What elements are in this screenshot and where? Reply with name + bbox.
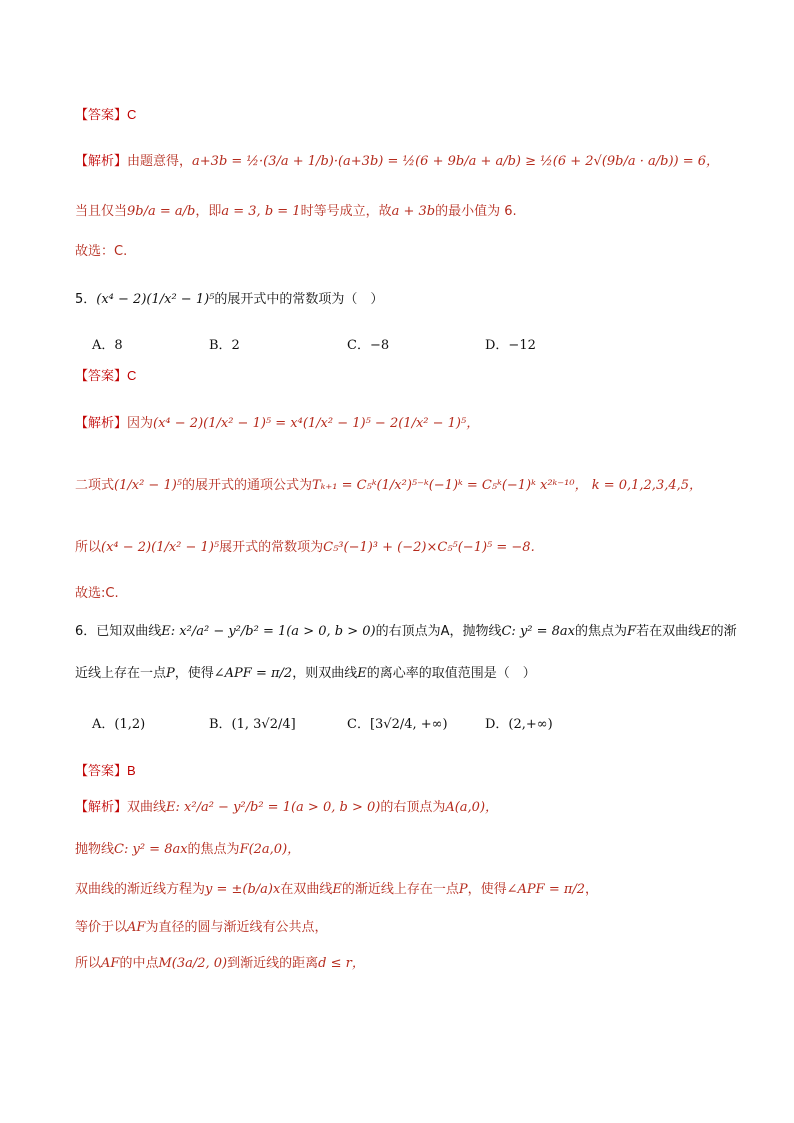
- analysis-text: 双曲线: [127, 800, 167, 815]
- q6-answer-line: [75, 760, 136, 779]
- analysis-formula: Tₖ₊₁ = C₅ᵏ(1/x²)⁵⁻ᵏ(−1)ᵏ = C₅ᵏ(−1)ᵏ x²ᵏ⁻¹⁰， k = 0,1,2,3,4,5，: [312, 478, 703, 493]
- analysis-text: 当且仅当: [75, 204, 128, 219]
- q5-analysis-line2: [75, 474, 702, 493]
- q6-analysis-line1: [75, 796, 498, 815]
- question-formula: F: [627, 624, 637, 639]
- analysis-text: 二项式: [75, 478, 115, 493]
- q5-analysis-line3: [75, 536, 535, 555]
- analysis-formula: E: [332, 882, 342, 897]
- question-number: 6．: [75, 624, 97, 639]
- analysis-formula: (x⁴ − 2)(1/x² − 1)⁵: [101, 540, 220, 555]
- analysis-tag: 【解析】: [75, 153, 128, 168]
- question-formula: P: [166, 666, 175, 681]
- analysis-text: 双曲线的渐近线方程为: [75, 882, 206, 897]
- analysis-formula: P: [458, 882, 468, 897]
- analysis-text: 由题意得，: [127, 154, 193, 169]
- analysis-text: 时等号成立，故: [300, 204, 392, 219]
- q5-stem: [75, 288, 383, 307]
- q5-option-d: D．−12: [485, 338, 536, 353]
- analysis-tag: 【解析】: [75, 415, 128, 430]
- question-stem: 的渐: [710, 624, 737, 639]
- question-formula: E: [701, 624, 711, 639]
- analysis-text: 的焦点为: [187, 842, 240, 857]
- question-stem: 已知双曲线: [96, 624, 162, 639]
- analysis-formula: 9b/a = a/b: [127, 204, 196, 219]
- question-stem: 的展开式中的常数项为（ ）: [214, 292, 384, 307]
- analysis-formula: C₅³(−1)³ + (−2)×C₅⁵(−1)⁵ = −8.: [323, 540, 535, 555]
- analysis-formula: a + 3b: [391, 204, 436, 219]
- analysis-text: ，即: [195, 204, 222, 219]
- q4-answer-line: [75, 104, 136, 123]
- q5-analysis-line1: [75, 412, 479, 431]
- question-stem: 的离心率的取值范围是（ ）: [366, 666, 536, 681]
- q6-stem-line1: [75, 620, 737, 639]
- q6-analysis-line4: [75, 916, 327, 935]
- q6-analysis-line3: [75, 878, 598, 897]
- analysis-formula: a = 3, b = 1: [221, 204, 301, 219]
- conclusion-text: 故选:C.: [75, 586, 119, 601]
- question-formula: C: y² = 8ax: [501, 624, 576, 639]
- question-stem: 若在双曲线: [636, 624, 702, 639]
- q6-analysis-line5: [75, 952, 365, 971]
- analysis-formula: (x⁴ − 2)(1/x² − 1)⁵ = x⁴(1/x² − 1)⁵ − 2(1/x² − 1)⁵，: [153, 416, 480, 431]
- analysis-text: 的渐近线上存在一点: [341, 882, 459, 897]
- analysis-text: 的右顶点为: [380, 800, 446, 815]
- question-formula: (x⁴ − 2)(1/x² − 1)⁵: [96, 292, 215, 307]
- analysis-formula: AF: [127, 920, 146, 935]
- question-stem: 的右顶点为A，抛物线: [375, 624, 502, 639]
- answer-letter: C: [127, 368, 137, 383]
- q5-option-a: A．8: [92, 338, 123, 353]
- analysis-text: 展开式的常数项为: [219, 540, 324, 555]
- q6-option-b: B．(1, 3√2/4]: [209, 717, 296, 732]
- analysis-tag: 【解析】: [75, 799, 128, 814]
- question-number: 5．: [75, 292, 97, 307]
- answer-tag: 【答案】: [75, 763, 128, 778]
- analysis-formula: F(2a,0)，: [239, 842, 301, 857]
- analysis-formula: d ≤ r，: [318, 956, 365, 971]
- analysis-text: 抛物线: [75, 842, 115, 857]
- q6-option-c: C．[3√2/4, +∞): [347, 717, 448, 732]
- q5-option-b: B．2: [209, 338, 240, 353]
- analysis-formula: A(a,0)，: [445, 800, 499, 815]
- analysis-text: 的展开式的通项公式为: [182, 478, 313, 493]
- analysis-formula: a+3b = ½·(3/a + 1/b)·(a+3b) = ½(6 + 9b/a + a/b) ≥ ½(6 + 2√(9b/a · a/b)) = 6，: [192, 154, 720, 169]
- q6-stem-line2: [75, 662, 536, 681]
- analysis-formula: E: x²/a² − y²/b² = 1(a > 0, b > 0): [166, 800, 381, 815]
- question-stem: 的焦点为: [575, 624, 628, 639]
- answer-tag: 【答案】: [75, 368, 128, 383]
- analysis-text: 所以: [75, 540, 102, 555]
- question-stem: 近线上存在一点: [75, 666, 167, 681]
- q5-answer-line: [75, 365, 136, 384]
- analysis-formula: M(3a/2, 0): [158, 956, 228, 971]
- question-stem: ，则双曲线: [292, 666, 358, 681]
- analysis-text: 为直径的圆与渐近线有公共点，: [145, 920, 328, 935]
- q6-option-a: A．(1,2): [92, 717, 146, 732]
- answer-letter: B: [127, 763, 136, 778]
- analysis-text: 因为: [127, 416, 154, 431]
- q6-option-d: D．(2,+∞): [485, 717, 553, 732]
- q6-analysis-line2: [75, 838, 300, 857]
- analysis-text: 的中点: [119, 956, 159, 971]
- analysis-text: ，使得: [467, 882, 507, 897]
- q4-analysis-line2: [75, 200, 517, 219]
- q4-analysis-line1: [75, 150, 719, 169]
- analysis-text: 到渐近线的距离: [227, 956, 319, 971]
- analysis-text: 所以: [75, 956, 102, 971]
- analysis-text: 等价于以: [75, 920, 128, 935]
- q5-conclusion: [75, 582, 119, 601]
- analysis-formula: ∠APF = π/2: [506, 882, 586, 897]
- conclusion-text: 故选：C.: [75, 244, 128, 259]
- analysis-text: 的最小值为 6.: [435, 204, 517, 219]
- question-formula: ∠APF = π/2: [213, 666, 293, 681]
- analysis-formula: (1/x² − 1)⁵: [114, 478, 182, 493]
- question-stem: ，使得: [174, 666, 214, 681]
- analysis-text: 在双曲线: [280, 882, 333, 897]
- analysis-formula: C: y² = 8ax: [114, 842, 188, 857]
- answer-letter: C: [127, 107, 137, 122]
- question-formula: E: x²/a² − y²/b² = 1(a > 0, b > 0): [161, 624, 376, 639]
- q5-option-c: C．−8: [347, 338, 390, 353]
- question-formula: E: [357, 666, 367, 681]
- analysis-formula: AF: [101, 956, 120, 971]
- q4-conclusion: [75, 240, 127, 259]
- answer-tag: 【答案】: [75, 107, 128, 122]
- analysis-formula: y = ±(b/a)x: [205, 882, 281, 897]
- analysis-text: ，: [585, 882, 599, 897]
